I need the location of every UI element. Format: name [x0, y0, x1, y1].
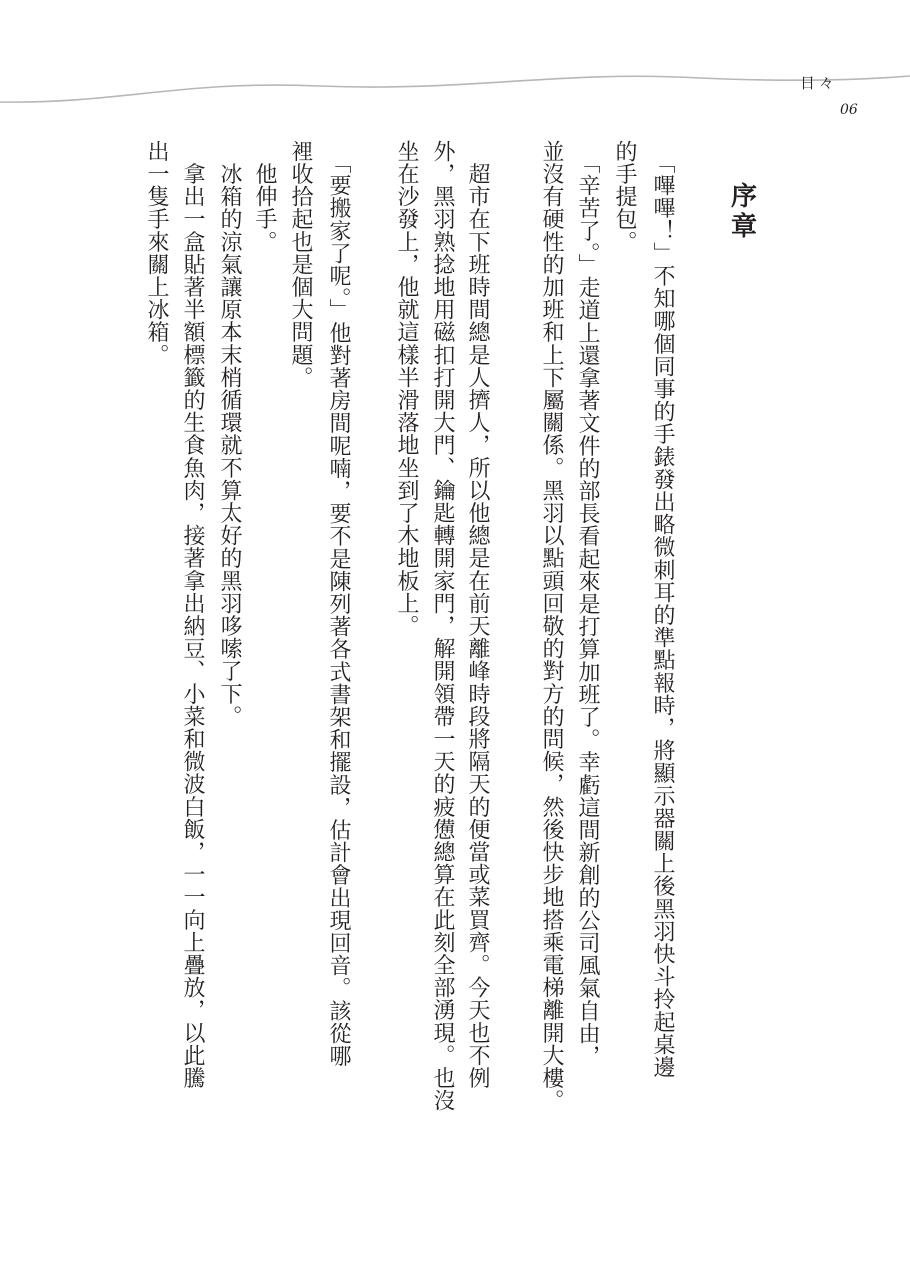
text-column: 並沒有硬性的加班和上下屬關係。黑羽以點頭回敬的對方的問候，然後快步地搭乘電梯離開大樓。 [539, 140, 564, 1112]
chapter-title-char: 章 [730, 212, 763, 242]
text-column: 坐在沙發上，他就這樣半滑落地坐到了木地板上。 [394, 140, 419, 638]
text-column: 「辛苦了。」走道上還拿著文件的部長看起來是打算加班了。幸虧這間新創的公司風氣自由， [575, 140, 600, 1068]
text-column: 拿出一盒貼著半額標籤的生食魚肉，接著拿出納豆、小菜和微波白飯，一一向上疊放，以此騰 [180, 140, 205, 1090]
text-column: 「嗶嗶！」不知哪個同事的手錶發出略微刺耳的準點報時，將顯示器關上後黑羽快斗拎起桌邊 [650, 140, 675, 1079]
text-column: 出一隻手來關上冰箱。 [144, 140, 169, 366]
text-column: 冰箱的涼氣讓原本末梢循環就不算太好的黑羽哆嗦了下。 [217, 140, 242, 728]
page-number: 06 [840, 102, 858, 118]
text-column: 「要搬家了呢。」他對著房間呢喃，要不是陳列著各式書架和擺設，估計會出現回音。該從哪 [326, 140, 351, 1068]
chapter-title-char: 序 [730, 182, 763, 212]
text-column: 的手提包。 [612, 140, 637, 253]
text-column: 他伸手。 [252, 140, 277, 253]
text-column: 裡收拾起也是個大問題。 [288, 140, 313, 389]
text-column: 外，黑羽熟捻地用磁扣打開大門、鑰匙轉開家門，解開領帶一天的疲憊總算在此刻全部湧現。也沒 [430, 140, 455, 1112]
chapter-title [722, 182, 772, 242]
header-curve-decoration [0, 0, 910, 140]
chapter-title-text [722, 182, 772, 242]
text-column: 超市在下班時間總是人擠人，所以他總是在前天離峰時段將隔天的便當或菜買齊。今天也不例 [465, 140, 490, 1090]
running-title: 日々 [800, 74, 839, 92]
